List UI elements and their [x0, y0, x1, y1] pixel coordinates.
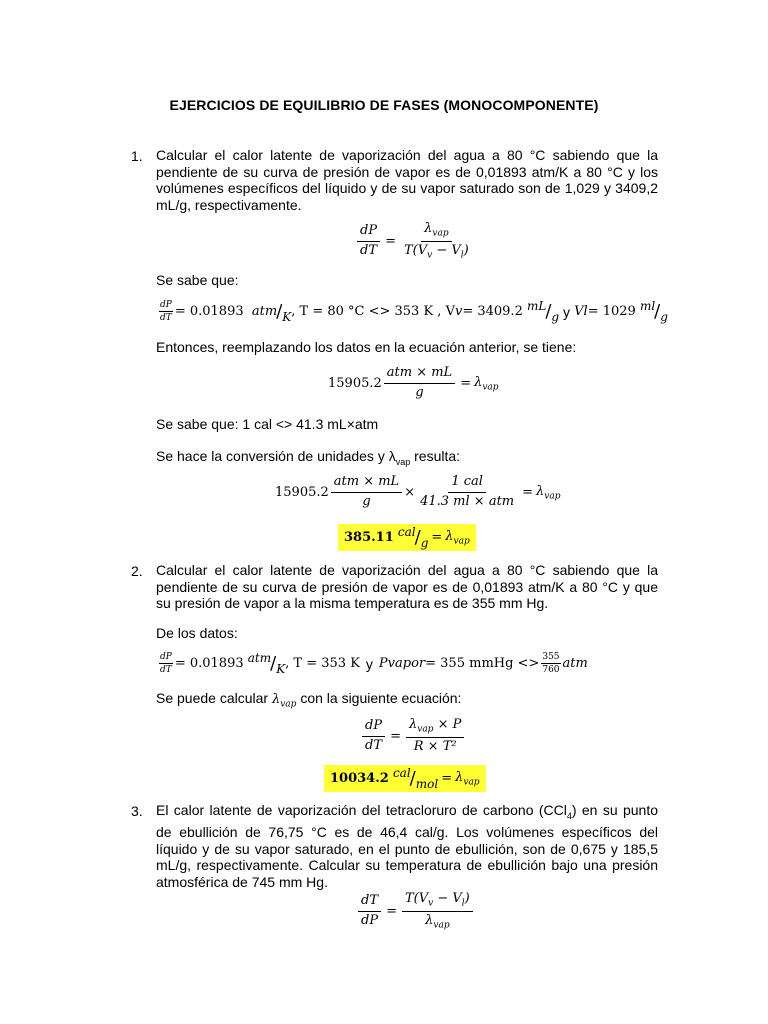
exercise-2-data-equation: $\frac{dP}{dT}$ = 0.01893 atm / K , T = 353 K y P vapor = 355 mmHg <> $\frac{355}{760}$ atm: [160, 650, 588, 676]
exercise-1-known-label: Se sabe que:: [156, 272, 239, 288]
exercise-1-number: 1.: [131, 148, 143, 164]
exercise-1-result: 385.11 cal / g = $\lambda_{vap}$: [338, 524, 476, 551]
exercise-3-text: El calor latente de vaporización del tetracloruro de carbono (CCl$_4$) en su punto de ebullición de 76,75 °C es de 46,4 cal/g. Los volúmenes específicos del líquido y de su vapor saturado, en el punto de ebullición, son de 0,675 y 185,5 mL/g, respectivamente. Calcular su temperatura de ebullición bajo una presión atmosférica de 745 mm Hg.: [156, 802, 658, 890]
exercise-3-number: 3.: [131, 803, 143, 819]
exercise-2-result: 10034.2 cal / mol = $\lambda_{vap}$: [324, 765, 486, 792]
exercise-1-conversion-label: Se hace la conversión de unidades y $\lambda_{vap}$ resulta:: [156, 448, 461, 467]
exercise-1-data-equation: $\frac{dP}{dT}$ = 0.01893 atm / K , T = 80 °C <> 353 K , V v = 3409.2 mL / g y V l = 1029 ml / g: [160, 298, 668, 324]
exercise-1-text: Calcular el calor latente de vaporización del agua a 80 °C sabiendo que la pendiente de su curva de presión de vapor es de 0,01893 atm/K a 80 °C y los volúmenes específicos del líquido y de su vapor saturado son de 1,029 y 3409,2 mL/g, respectivamente.: [156, 147, 658, 213]
equation-clapeyron-inverse: $\frac{dT}{dP}$ = $\frac{T(V_v - V_l)}{\lambda_{vap}}$: [356, 892, 475, 931]
exercise-1-equation-3: 15905.2 $\frac{\text{atm × mL}}{g}$ × $\frac{\text{1 cal}}{\text{41.3 ml × atm}}$ = $\lambda_{vap}$: [275, 474, 561, 509]
equation-clausius-clapeyron: $\frac{dP}{dT}$ = $\frac{\lambda_{vap} \times P}{\text{R × T²}}$: [360, 718, 466, 755]
exercise-1-substitution-label: Entonces, reemplazando los datos en la ecuación anterior, se tiene:: [156, 339, 577, 355]
exercise-2-equation-label: Se puede calcular $\lambda_{vap}$ con la siguiente ecuación:: [156, 690, 462, 710]
exercise-2-number: 2.: [131, 563, 143, 579]
equation-clapeyron-1: $\frac{dP}{dT}$ = $\frac{\lambda_{vap}}{T(V_v - V_l)}$: [355, 222, 474, 261]
exercise-2-data-label: De los datos:: [156, 625, 238, 641]
exercise-1-conversion-factor: Se sabe que: 1 cal <> 41.3 mL×atm: [156, 416, 379, 432]
exercise-2-text: Calcular el calor latente de vaporización del agua a 80 °C sabiendo que la pendiente de su curva de presión de vapor es de 0,01893 atm/K a 80 °C y que su presión de vapor a la misma temperatura es de 355 mm Hg.: [156, 562, 658, 611]
exercise-1-equation-2: 15905.2 $\frac{\text{atm × mL}}{g}$ = $\lambda_{vap}$: [328, 365, 499, 400]
page-title: EJERCICIOS DE EQUILIBRIO DE FASES (MONOCOMPONENTE): [169, 97, 599, 113]
